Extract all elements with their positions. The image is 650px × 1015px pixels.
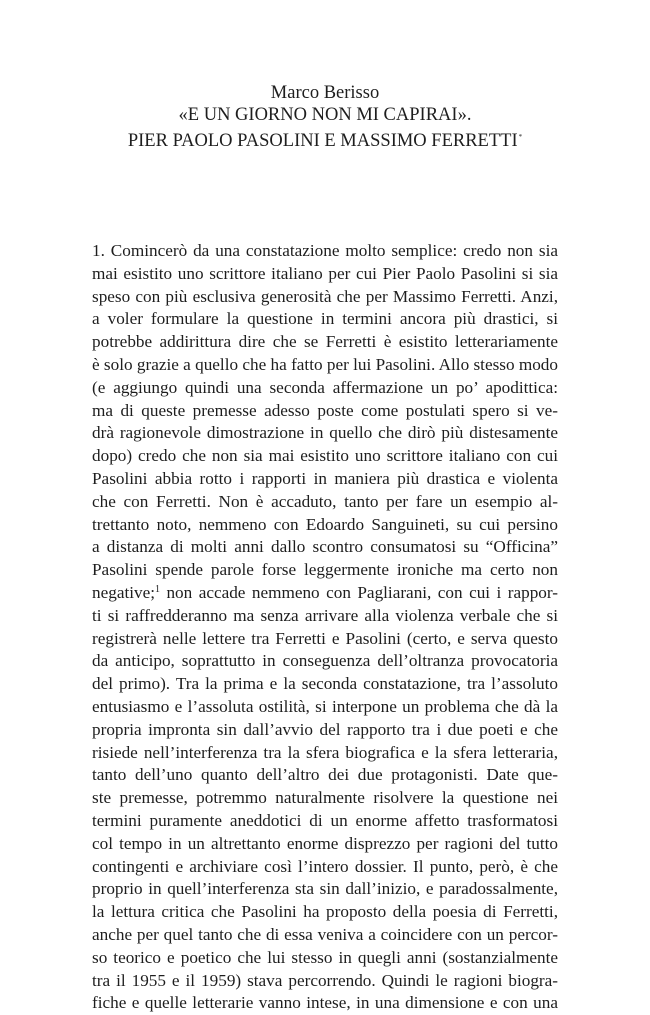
body-line: (e aggiungo quindi una seconda affermazione un po’ apodittica: — [92, 377, 558, 397]
body-line: proprio in quell’interferenza sta sin dall’inizio, e paradossalmente, — [92, 879, 558, 899]
body-line: contingenti e archiviare così l’intero dossier. Il punto, però, è che — [92, 856, 558, 876]
body-line: ti si raffredderanno ma senza arrivare alla violenza verbale che si — [92, 605, 558, 625]
body-line: drà ragionevole dimostrazione in quello che dirò più distesamente — [92, 423, 558, 443]
body-line: so teorico e poetico che lui stesso in quegli anni (sostanzialmente — [92, 947, 558, 967]
body-line: speso con più esclusiva generosità che per Massimo Ferretti. Anzi, — [92, 286, 558, 306]
body-text — [92, 240, 558, 1015]
body-line: termini puramente aneddotici di un enorme affetto trasformatosi — [92, 810, 558, 830]
body-line: tanto dell’uno quanto dell’altro dei due protagonisti. Date que- — [92, 765, 558, 785]
body-line-with-footnote — [92, 582, 558, 605]
body-line: potrebbe addirittura dire che se Ferretti è esistito letterariamente — [92, 332, 558, 352]
body-line: entusiasmo e l’assoluta ostilità, si interpone un problema che dà la — [92, 696, 558, 716]
title-line-2 — [0, 126, 650, 152]
body-line: che con Ferretti. Non è accaduto, tanto per fare un esempio al- — [92, 491, 558, 511]
title-footnote-marker: * — [518, 133, 523, 141]
title-line-1: «E UN GIORNO NON MI CAPIRAI». — [178, 105, 472, 125]
body-line: propria impronta sin dall’avvio del rapporto tra i due poeti e che — [92, 719, 558, 739]
body-line: 1. Comincerò da una constatazione molto semplice: credo non sia — [92, 241, 558, 260]
body-line: a distanza di molti anni dallo scontro consumatosi su “Officina” — [92, 537, 558, 557]
body-line: fiche e quelle letterarie vanno intese, in una dimensione e con una — [92, 993, 558, 1013]
body-line: mai esistito uno scrittore italiano per cui Pier Paolo Pasolini si sia — [92, 263, 558, 283]
body-line: anche per quel tanto che di essa veniva a coincidere con un percor- — [92, 924, 558, 944]
body-line: col tempo in un altrettanto enorme disprezzo per ragioni del tutto — [92, 833, 558, 853]
body-line: ma di queste premesse adesso poste come postulati spero si ve- — [92, 400, 558, 420]
body-line: risiede nell’interferenza tra la sfera biografica e la sfera letteraria, — [92, 742, 558, 762]
line-text-before-note: negative; — [92, 582, 155, 602]
body-line: registrerà nelle lettere tra Ferretti e Pasolini (certo, e serva questo — [92, 628, 558, 648]
body-line: ste premesse, potremmo naturalmente risolvere la questione nei — [92, 788, 558, 808]
line-text-after-note: non accade nemmeno con Pagliarani, con cui i rappor- — [160, 582, 558, 602]
body-line: del primo). Tra la prima e la seconda constatazione, tra l’assoluto — [92, 674, 558, 694]
body-line: Pasolini spende parole forse leggermente ironiche ma certo non — [92, 560, 558, 580]
body-line: a voler formulare la questione in termini ancora più drastici, si — [92, 309, 558, 329]
body-line: Pasolini abbia rotto i rapporti in maniera più drastica e violenta — [92, 468, 558, 488]
author-name: Marco Berisso — [270, 83, 380, 103]
footnote-marker: 1 — [155, 583, 160, 595]
title-text: PIER PAOLO PASOLINI E MASSIMO FERRETTI — [127, 131, 518, 152]
body-line: la lettura critica che Pasolini ha proposto della poesia di Ferretti, — [92, 902, 558, 922]
body-line: tra il 1955 e il 1959) stava percorrendo. Quindi le ragioni biogra- — [92, 970, 558, 990]
body-line: da anticipo, soprattutto in conseguenza dell’oltranza provocatoria — [92, 651, 558, 671]
body-line: è solo grazie a quello che ha fatto per lui Pasolini. Allo stesso modo — [92, 354, 558, 374]
body-line: dopo) credo che non sia mai esistito uno scrittore italiano con cui — [92, 446, 558, 466]
body-line: trettanto noto, nemmeno con Edoardo Sanguineti, su cui persino — [92, 514, 558, 534]
